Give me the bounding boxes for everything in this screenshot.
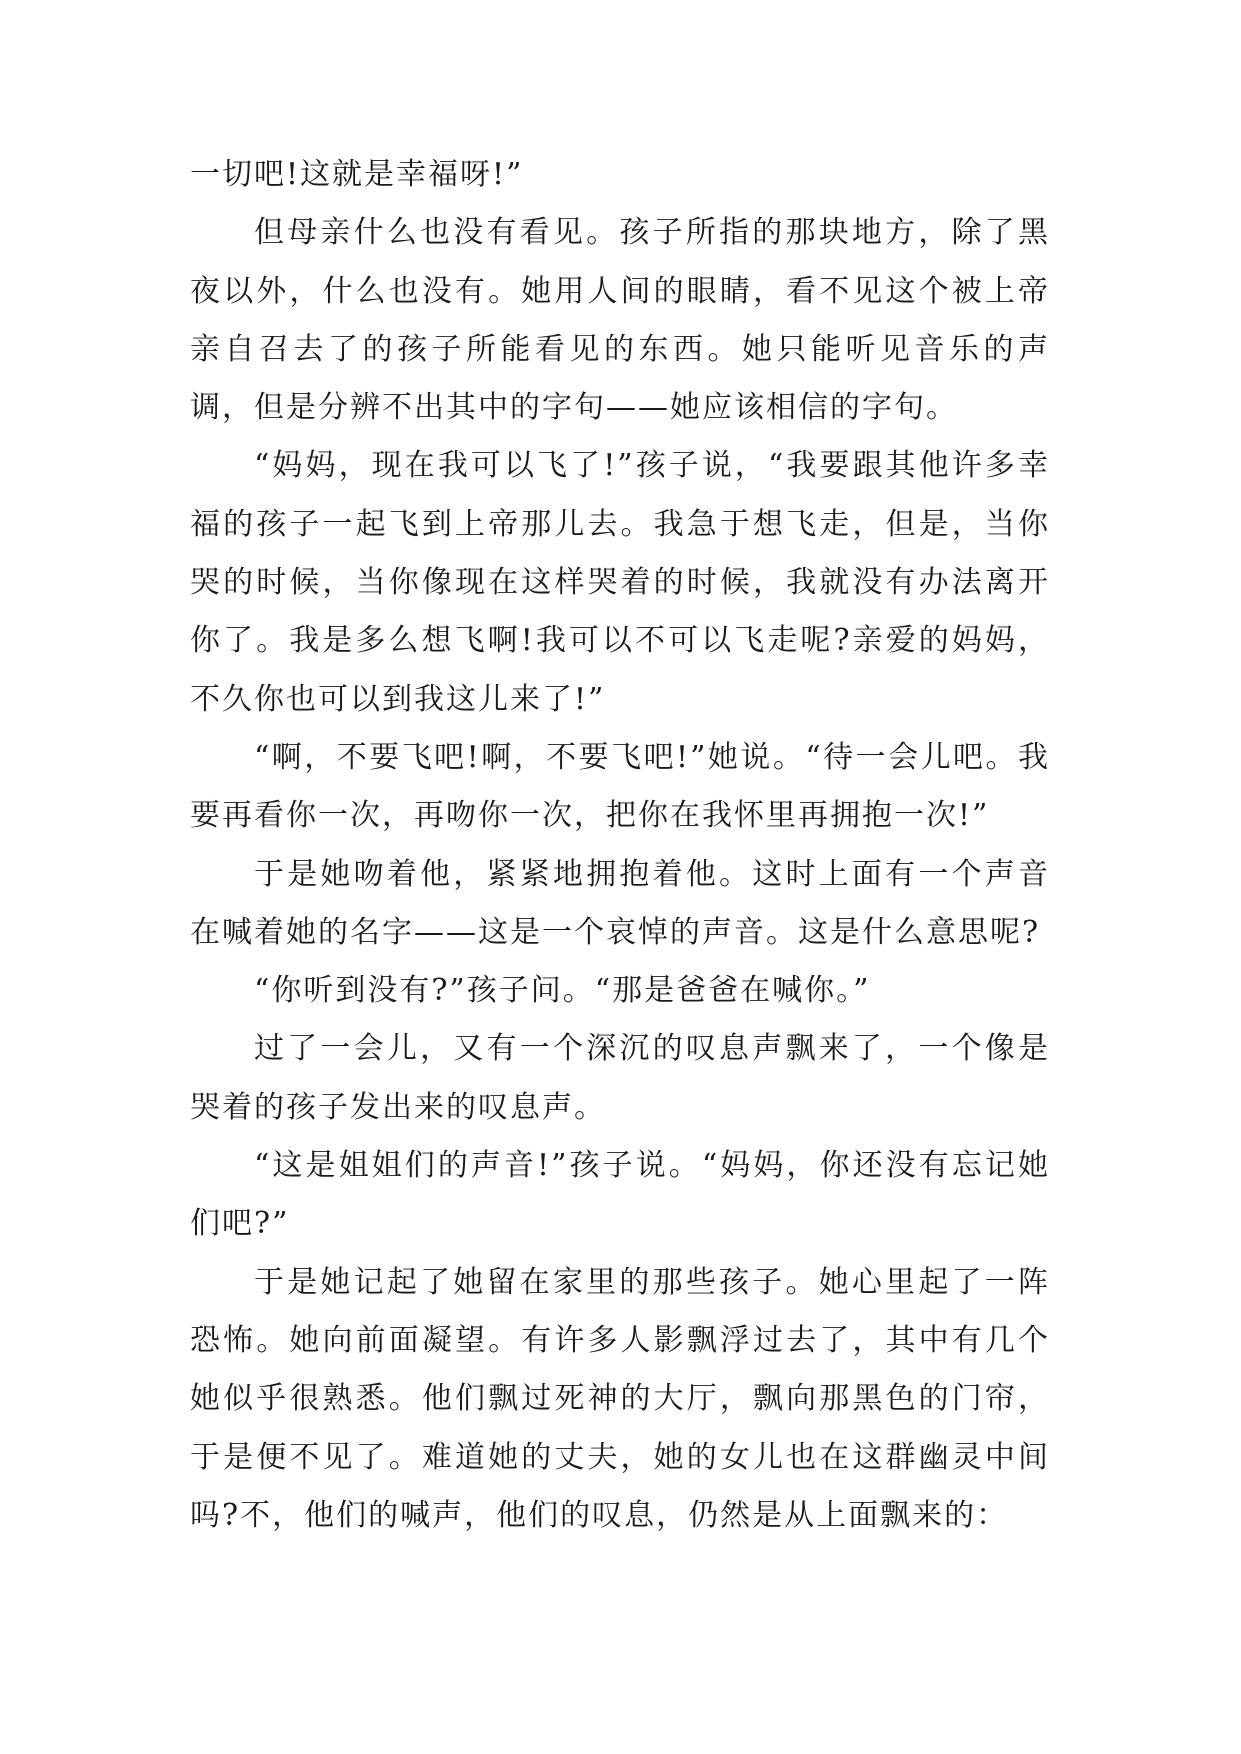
paragraph: “这是姐姐们的声音!”孩子说。“妈妈，你还没有忘记她们吧?” [190, 1148, 1050, 1242]
paragraph: “妈妈，现在我可以飞了!”孩子说，“我要跟其他许多幸福的孩子一起飞到上帝那儿去。我急于想飞走，但是，当你哭的时候，当你像现在这样哭着的时候，我就没有办法离开你了。我是多么想飞啊!我可以不可以飞走呢?亲爱的妈妈，不久你也可以到我这儿来了!” [190, 448, 1050, 717]
paragraph: 但母亲什么也没有看见。孩子所指的那块地方，除了黑夜以外，什么也没有。她用人间的眼睛，看不见这个被上帝亲自召去了的孩子所能看见的东西。她只能听见音乐的声调，但是分辨不出其中的字句——她应该相信的字句。 [190, 215, 1050, 426]
paragraph: 于是她记起了她留在家里的那些孩子。她心里起了一阵恐怖。她向前面凝望。有许多人影飘浮过去了，其中有几个她似乎很熟悉。他们飘过死神的大厅，飘向那黑色的门帘，于是便不见了。难道她的丈夫，她的女儿也在这群幽灵中间吗?不，他们的喊声，他们的叹息，仍然是从上面飘来的： [190, 1264, 1050, 1533]
body-text [190, 146, 1050, 1545]
paragraph: 一切吧!这就是幸福呀!” [190, 157, 524, 192]
paragraph: 于是她吻着他，紧紧地拥抱着他。这时上面有一个声音在喊着她的名字——这是一个哀悼的声音。这是什么意思呢? [190, 856, 1050, 950]
paragraph: “啊，不要飞吧!啊，不要飞吧!”她说。“待一会儿吧。我要再看你一次，再吻你一次，把你在我怀里再拥抱一次!” [190, 739, 1050, 834]
paragraph: 过了一会儿，又有一个深沉的叹息声飘来了，一个像是哭着的孩子发出来的叹息声。 [190, 1031, 1050, 1125]
paragraph: “你听到没有?”孩子问。“那是爸爸在喊你。” [254, 973, 871, 1009]
